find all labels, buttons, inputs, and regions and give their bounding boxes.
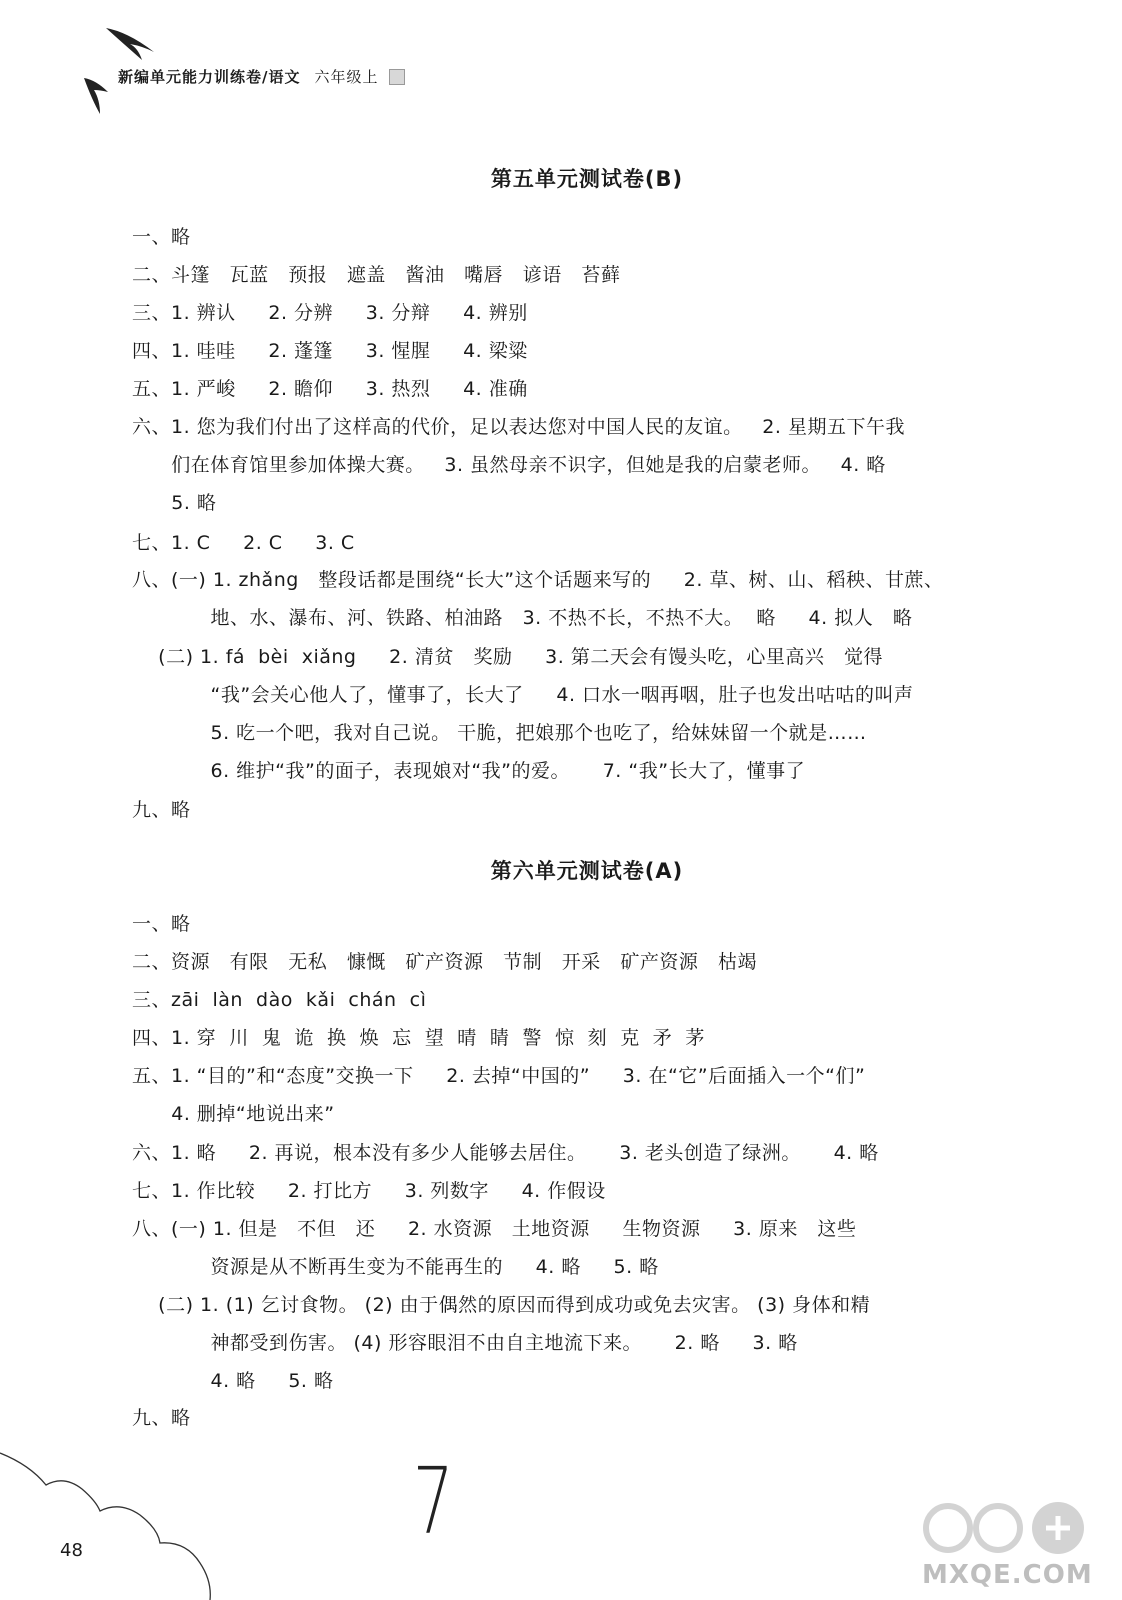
grade-label: 六年级上 — [314, 68, 379, 86]
a-line-3: 三、zāi làn dào kǎi chán cì — [132, 989, 427, 1011]
b-line-8: 5. 略 — [132, 492, 217, 514]
a-line-5: 五、1. “目的”和“态度”交换一下 2. 去掉“中国的” 3. 在“它”后面插入一个“们” — [132, 1065, 866, 1087]
a-line-4: 四、1. 穿 川 鬼 诡 换 焕 忘 望 晴 睛 警 惊 刻 克 矛 茅 — [132, 1027, 705, 1049]
a-line-12: 神都受到伤害。 (4) 形容眼泪不由自主地流下来。 2. 略 3. 略 — [132, 1332, 798, 1354]
b-line-3: 三、1. 辨认 2. 分辨 3. 分辩 4. 辨别 — [132, 302, 528, 324]
b-line-14: 5. 吃一个吧，我对自己说。 干脆，把娘那个也吃了，给妹妹留一个就是…… — [132, 722, 867, 744]
a-line-10: 资源是从不断再生变为不能再生的 4. 略 5. 略 — [132, 1256, 659, 1278]
b-line-10: 八、(一) 1. zhǎng 整段话都是围绕“长大”这个话题来写的 2. 草、树、山、稻秧、甘蔗、 — [132, 569, 944, 591]
square-mark-icon — [389, 69, 405, 85]
a-line-8: 七、1. 作比较 2. 打比方 3. 列数字 4. 作假设 — [132, 1180, 606, 1202]
a-line-6: 4. 删掉“地说出来” — [132, 1103, 335, 1125]
cloud-corner-icon — [0, 1445, 230, 1600]
a-line-11: (二) 1. (1) 乞讨食物。 (2) 由于偶然的原因而得到成功或免去灾害。 (3) 身体和精 — [132, 1294, 871, 1316]
b-line-6: 六、1. 您为我们付出了这样高的代价，足以表达您对中国人民的友谊。 2. 星期五下午我 — [132, 416, 905, 438]
b-line-7: 们在体育馆里参加体操大赛。 3. 虽然母亲不识字，但她是我的启蒙老师。 4. 略 — [132, 454, 886, 476]
b-line-9: 七、1. C 2. C 3. C — [132, 532, 355, 554]
handwritten-mark: 7 — [412, 1448, 454, 1555]
b-line-2: 二、斗篷 瓦蓝 预报 遮盖 酱油 嘴唇 谚语 苔藓 — [132, 264, 621, 286]
section-b-title: 第五单元测试卷(B) — [490, 167, 684, 191]
a-line-7: 六、1. 略 2. 再说，根本没有多少人能够去居住。 3. 老头创造了绿洲。 4. 略 — [132, 1142, 879, 1164]
b-line-15: 6. 维护“我”的面子，表现娘对“我”的爱。 7. “我”长大了，懂事了 — [132, 760, 806, 782]
a-line-2: 二、资源 有限 无私 慷慨 矿产资源 节制 开采 矿产资源 枯竭 — [132, 951, 757, 973]
b-line-16: 九、略 — [132, 799, 191, 821]
header-bar — [118, 66, 405, 87]
b-line-13: “我”会关心他人了，懂事了，长大了 4. 口水一咽再咽，肚子也发出咕咕的叫声 — [132, 684, 914, 706]
a-line-13: 4. 略 5. 略 — [132, 1370, 334, 1392]
section-a-title: 第六单元测试卷(A) — [490, 859, 684, 883]
b-line-4: 四、1. 哇哇 2. 蓬篷 3. 惺腥 4. 梁粱 — [132, 340, 528, 362]
a-line-1: 一、略 — [132, 913, 191, 935]
b-line-11: 地、水、瀑布、河、铁路、柏油路 3. 不热不长，不热不大。 略 4. 拟人 略 — [132, 607, 913, 629]
b-line-12: (二) 1. fá bèi xiǎng 2. 清贫 奖励 3. 第二天会有馒头吃，心里高兴 觉得 — [132, 646, 883, 668]
b-line-1: 一、略 — [132, 226, 191, 248]
b-line-5: 五、1. 严峻 2. 瞻仰 3. 热烈 4. 准确 — [132, 378, 528, 400]
a-line-14: 九、略 — [132, 1407, 191, 1429]
series-title: 新编单元能力训练卷/语文 — [118, 68, 301, 86]
a-line-9: 八、(一) 1. 但是 不但 还 2. 水资源 土地资源 生物资源 3. 原来 这些 — [132, 1218, 857, 1240]
watermark-text: MXQE.COM — [922, 1560, 1093, 1590]
page-number: 48 — [60, 1540, 83, 1561]
